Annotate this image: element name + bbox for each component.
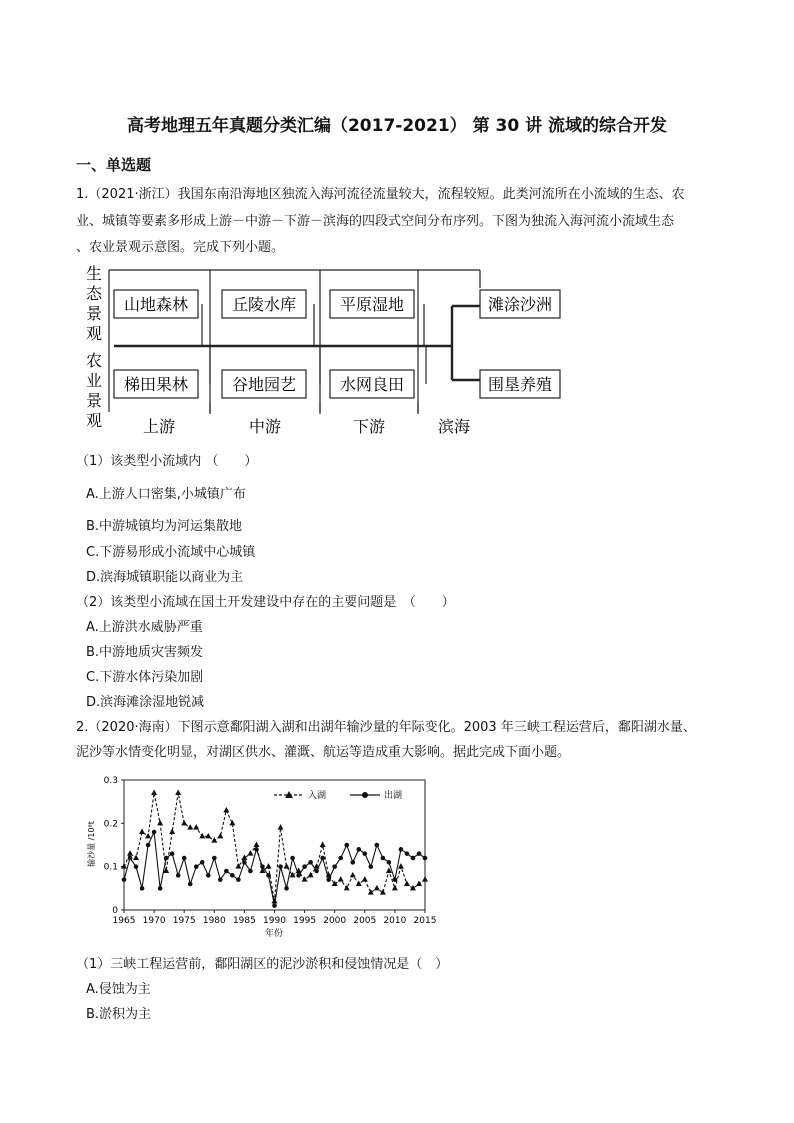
outflow-point	[350, 860, 355, 865]
eco-box-label: 滩涂沙洲	[487, 295, 553, 314]
x-tick-label: 1985	[232, 916, 256, 926]
row-label-char: 观	[85, 411, 103, 430]
outflow-point	[284, 886, 289, 891]
sediment-chart	[84, 770, 437, 942]
q2-stem-line-1: 2.（2020·海南）下图示意鄱阳湖入湖和出湖年输沙量的年际变化。2003 年三峡工程运营后，鄱阳湖水量、	[76, 720, 696, 735]
x-axis-label: 年份	[264, 929, 284, 939]
outflow-point	[158, 886, 163, 891]
option-d: D.滨海滩涂湿地锐减	[86, 695, 205, 710]
option-c: C.下游易形成小流域中心城镇	[86, 545, 256, 560]
segment-label: 下游	[352, 417, 386, 436]
agri-box-label: 水网良田	[339, 375, 405, 394]
outflow-point	[272, 903, 277, 908]
outflow-point	[242, 860, 247, 865]
x-tick-label: 2000	[323, 916, 347, 926]
agri-box-label: 谷地园艺	[231, 375, 297, 394]
section-heading: 一、单选题	[76, 156, 152, 174]
q2-sub1-stem: （1）三峡工程运营前，鄱阳湖区的泥沙淤积和侵蚀情况是（ ）	[76, 957, 449, 972]
option-c: C.下游水体污染加剧	[86, 670, 204, 685]
outflow-point	[344, 843, 349, 848]
segment-label: 上游	[142, 417, 176, 436]
outflow-point	[387, 860, 392, 865]
outflow-point	[338, 856, 343, 861]
x-tick-label: 1995	[293, 916, 317, 926]
outflow-point	[393, 877, 398, 882]
row-label-char: 景	[85, 304, 103, 323]
legend-inflow: 入湖	[308, 791, 327, 801]
outflow-point	[290, 856, 295, 861]
y-tick-label: 0.2	[103, 819, 118, 830]
outflow-point	[423, 856, 428, 861]
y-tick-label: 0	[112, 906, 118, 916]
outflow-point	[218, 877, 223, 882]
row-label-char: 态	[85, 284, 103, 303]
outflow-point	[417, 851, 422, 856]
option-a: A.侵蚀为主	[86, 982, 151, 997]
outflow-point	[399, 847, 404, 852]
outflow-point	[212, 856, 217, 861]
outflow-point	[266, 873, 271, 878]
x-tick-label: 1990	[263, 916, 286, 926]
outflow-point	[363, 851, 368, 856]
eco-box-label: 山地森林	[123, 295, 189, 314]
outflow-point	[128, 856, 133, 861]
page-title: 高考地理五年真题分类汇编（2017-2021） 第 30 讲 流域的综合开发	[126, 116, 667, 136]
q1-stem-line-1: 1.（2021·浙江）我国东南沿海地区独流入海河流径流量较大，流程较短。此类河流所在小流域的生态、农	[76, 187, 685, 202]
row-label-char: 农	[85, 351, 103, 370]
outflow-point	[176, 873, 181, 878]
outflow-point	[230, 873, 235, 878]
segment-label: 中游	[248, 417, 282, 436]
y-tick-label: 0.1	[103, 862, 118, 873]
row-label-char: 生	[85, 264, 103, 283]
outflow-point	[320, 856, 325, 861]
outflow-point	[254, 847, 259, 852]
row-label-char: 观	[85, 324, 103, 343]
outflow-point	[188, 882, 193, 887]
outflow-point	[356, 847, 361, 852]
outflow-point	[200, 860, 205, 865]
outflow-point	[152, 830, 157, 835]
segment-label: 滨海	[437, 417, 471, 436]
x-tick-label: 1980	[202, 916, 226, 926]
landscape-diagram	[84, 262, 553, 440]
legend-outflow: 出湖	[384, 791, 403, 801]
x-tick-label: 1975	[172, 916, 196, 926]
outflow-point	[236, 877, 241, 882]
eco-box-label: 丘陵水库	[231, 295, 297, 314]
outflow-point	[164, 856, 169, 861]
outflow-point	[278, 864, 283, 869]
outflow-point	[369, 864, 374, 869]
outflow-point	[224, 869, 229, 874]
outflow-point	[302, 864, 307, 869]
option-a: A.上游洪水威胁严重	[86, 620, 203, 635]
option-b: B.淤积为主	[86, 1007, 152, 1022]
option-b: B.中游地质灾害频发	[86, 645, 204, 660]
outflow-point	[194, 864, 199, 869]
option-a: A.上游人口密集,小城镇广布	[86, 487, 246, 502]
outflow-point	[314, 869, 319, 874]
q1-stem-line-2: 业、城镇等要素多形成上游－中游－下游－滨海的四段式空间分布序列。下图为独流入海河流小流域生态	[76, 214, 675, 229]
outflow-point	[170, 851, 175, 856]
q1-sub1-stem: （1）该类型小流域内 （ ）	[76, 454, 258, 469]
q1-sub2-stem: （2）该类型小流域在国土开发建设中存在的主要问题是 （ ）	[76, 595, 455, 610]
outflow-point	[375, 843, 380, 848]
x-tick-label: 2005	[353, 916, 377, 926]
outflow-point	[146, 843, 151, 848]
outflow-point	[332, 864, 337, 869]
eco-box-label: 平原湿地	[339, 295, 405, 314]
y-tick-label: 0.3	[103, 776, 118, 786]
outflow-point	[381, 856, 386, 861]
outflow-point	[308, 860, 313, 865]
outflow-point	[411, 856, 416, 861]
outflow-point	[260, 864, 265, 869]
outflow-point	[248, 869, 253, 874]
x-tick-label: 1970	[142, 916, 166, 926]
row-label-char: 景	[85, 391, 103, 410]
option-d: D.滨海城镇职能以商业为主	[86, 570, 244, 585]
q1-stem-line-3: 、农业景观示意图。完成下列小题。	[76, 240, 285, 255]
outflow-point	[134, 864, 139, 869]
outflow-point	[182, 856, 187, 861]
outflow-point	[206, 873, 211, 878]
x-tick-label: 2010	[383, 916, 407, 926]
row-label-char: 业	[85, 371, 103, 390]
agri-box-label: 梯田果林	[123, 375, 189, 394]
outflow-point	[122, 877, 127, 882]
outflow-point	[140, 886, 145, 891]
y-axis-label: 输沙量 /10⁸t	[87, 821, 96, 867]
x-tick-label: 2015	[413, 916, 437, 926]
agri-box-label: 围垦养殖	[487, 375, 553, 394]
outflow-point	[405, 851, 410, 856]
option-b: B.中游城镇均为河运集散地	[86, 519, 243, 534]
outflow-point	[296, 873, 301, 878]
outflow-point	[326, 877, 331, 882]
q2-stem-line-2: 泥沙等水情变化明显，对湖区供水、灌溉、航运等造成重大影响。据此完成下面小题。	[76, 745, 571, 760]
x-tick-label: 1965	[112, 916, 136, 926]
